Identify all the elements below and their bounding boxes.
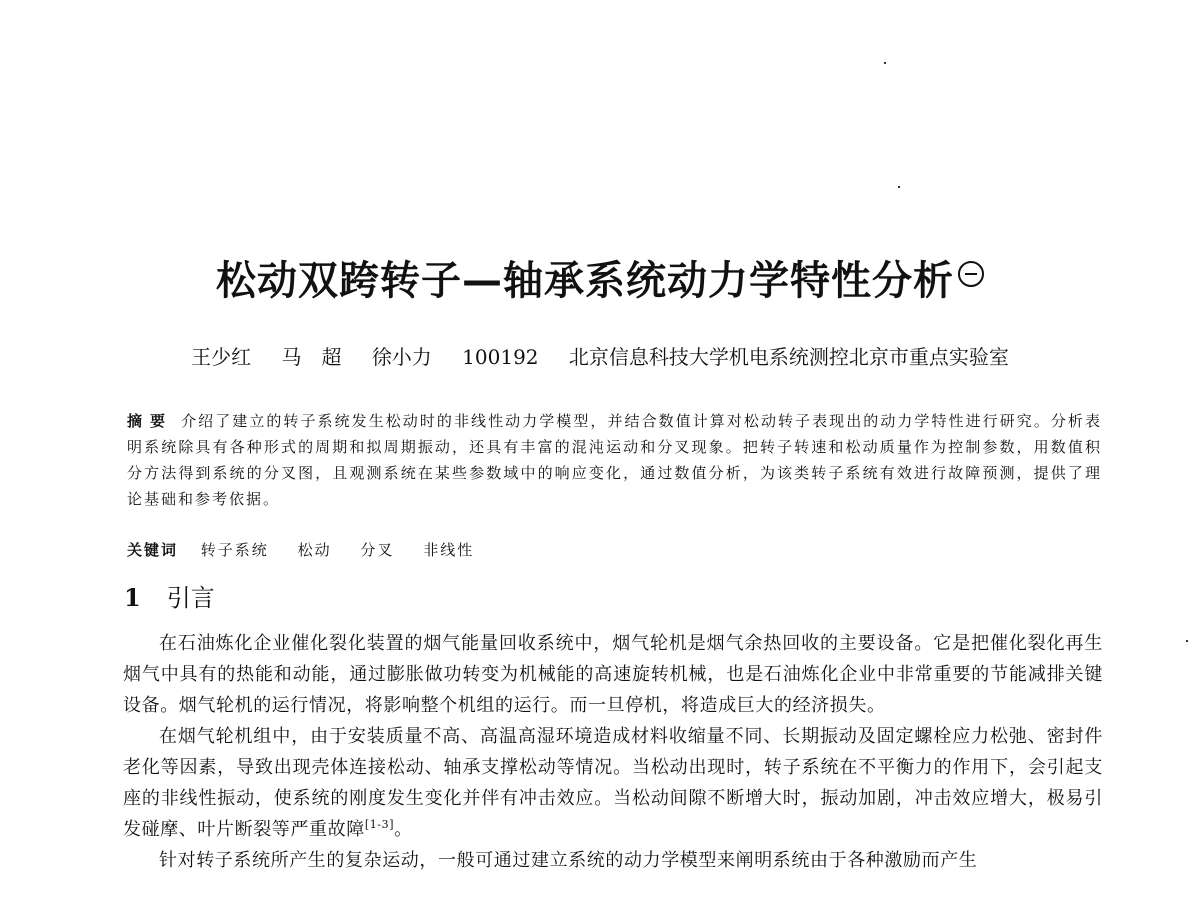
author-3: 徐小力: [371, 345, 432, 369]
keyword: 转子系统: [200, 541, 269, 559]
abstract-text: 介绍了建立的转子系统发生松动时的非线性动力学模型，并结合数值计算对松动转子表现出的动力学特性进行研究。分析表明系统除具有各种形式的周期和拟周期振动，还具有丰富的混沌运动和分叉现象。把转子转速和松动质量作为控制参数，用数值积分方法得到系统的分叉图，且观测系统在某些参数域中的响应变化，通过数值分析，为该类转子系统有效进行故障预测，提供了理论基础和参考依据。: [127, 412, 1102, 508]
author-1: 王少红: [191, 345, 252, 369]
body-text: [123, 628, 1103, 876]
citation: [1-3]: [364, 818, 395, 831]
paragraph-end: 。: [394, 819, 413, 840]
scan-speck: [1186, 640, 1188, 642]
paragraph-text: 在烟气轮机组中，由于安装质量不高、高温高湿环境造成材料收缩量不同、长期振动及固定螺栓应力松弛、密封件老化等因素，导致出现壳体连接松动、轴承支撑松动等情况。当松动出现时，转子系统在不平衡力的作用下，会引起支座的非线性振动，使系统的刚度发生变化并伴有冲击效应。当松动间隙不断增大时，振动加剧，冲击效应增大，极易引发碰摩、叶片断裂等严重故障: [123, 726, 1103, 840]
paper-title: [0, 255, 1200, 307]
section-number: 1: [124, 583, 141, 612]
paragraph: [123, 721, 1103, 845]
postcode: 100192: [462, 345, 539, 369]
keyword: 分叉: [360, 541, 395, 559]
keywords: [127, 537, 496, 563]
abstract: [127, 408, 1102, 512]
author-line: [0, 342, 1200, 372]
footnote-mark-icon: [958, 261, 984, 287]
keywords-label: 关键词: [127, 541, 179, 559]
keyword: 非线性: [423, 541, 475, 559]
author-2: 马 超: [281, 345, 342, 369]
section-heading: [124, 582, 215, 614]
scan-speck: [884, 62, 886, 64]
affiliation: 北京信息科技大学机电系统测控北京市重点实验室: [568, 345, 1009, 369]
abstract-label: 摘要: [127, 412, 174, 430]
scan-speck: [898, 186, 900, 188]
paper-title-text: 松动双跨转子—轴承系统动力学特性分析: [216, 258, 954, 304]
keyword: 松动: [297, 541, 332, 559]
section-title: 引言: [166, 584, 215, 612]
paragraph: 在石油炼化企业催化裂化装置的烟气能量回收系统中，烟气轮机是烟气余热回收的主要设备。它是把催化裂化再生烟气中具有的热能和动能，通过膨胀做功转变为机械能的高速旋转机械，也是石油炼化企业中非常重要的节能减排关键设备。烟气轮机的运行情况，将影响整个机组的运行。而一旦停机，将造成巨大的经济损失。: [123, 633, 1103, 716]
paragraph: 针对转子系统所产生的复杂运动，一般可通过建立系统的动力学模型来阐明系统由于各种激励而产生: [159, 850, 978, 871]
